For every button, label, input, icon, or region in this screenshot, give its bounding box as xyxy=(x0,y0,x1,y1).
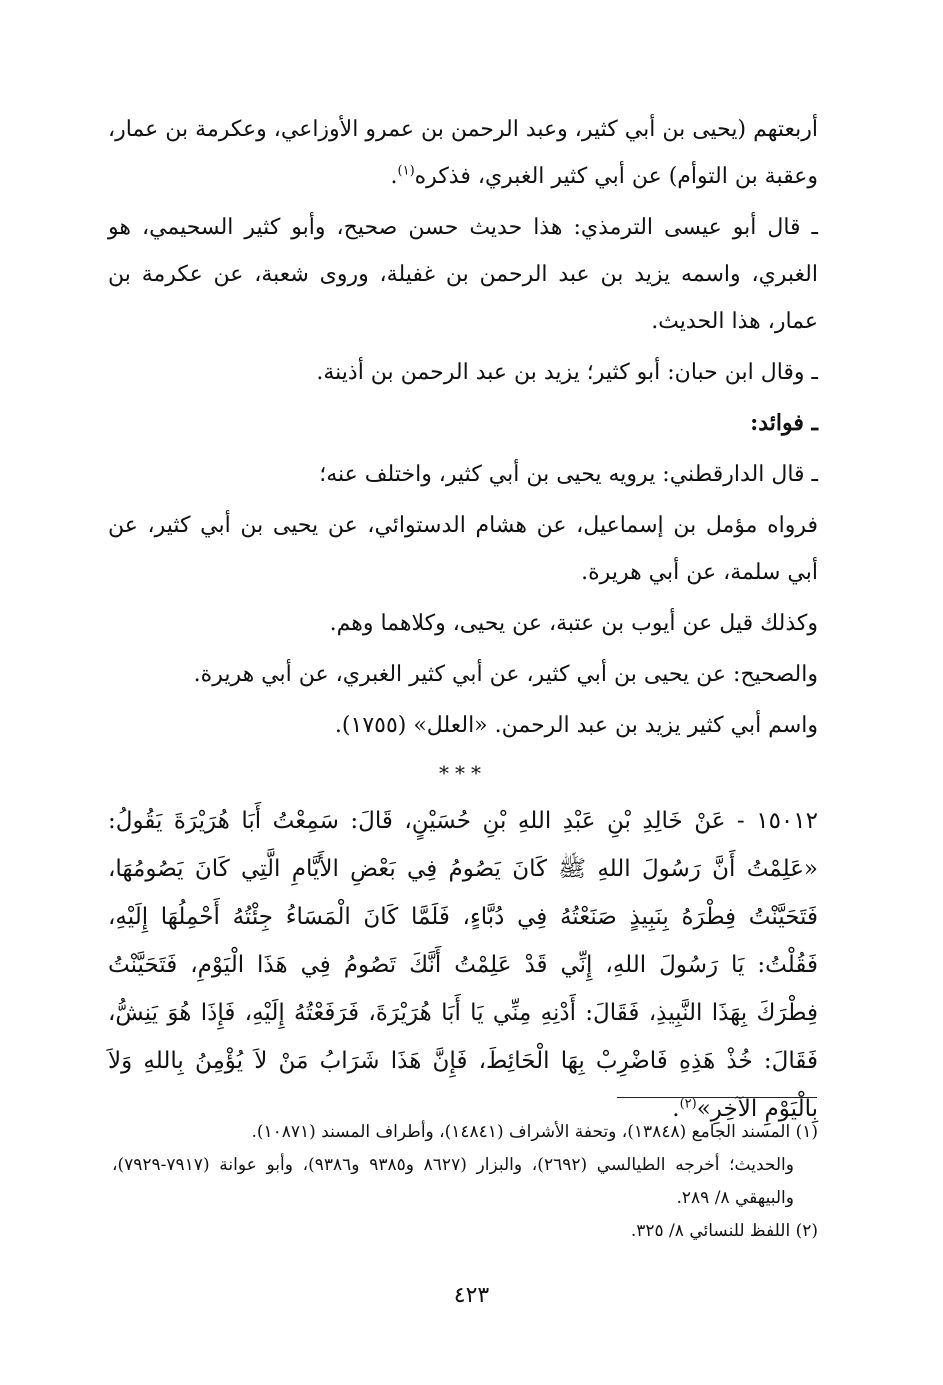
paragraph-ayyub: وكذلك قيل عن أيوب بن عتبة، عن يحيى، وكلاهما وهم. xyxy=(329,611,818,636)
footnote-1: (١) المسند الجامع (١٣٨٤٨)، وتحفة الأشراف (١٤٨٤١)، وأطراف المسند (١٠٨٧١). xyxy=(251,1122,818,1142)
footnote-1-continuation: والحديث؛ أخرجه الطيالسي (٢٦٩٢)، والبزار (٨٦٢٧ و٩٣٨٥ و٩٣٨٦)، وأبو عوانة (٧٩١٧-٧٩٢٩)، والبيهقي ٨/ ٢٨٩. xyxy=(112,1155,794,1208)
footnote-2: (٢) اللفظ للنسائي ٨/ ٣٢٥. xyxy=(630,1221,818,1241)
paragraph-daraqutni: ـ قال الدارقطني: يرويه يحيى بن أبي كثير، واختلف عنه؛ xyxy=(319,462,818,487)
paragraph-narrators: أربعتهم (يحيى بن أبي كثير، وعبد الرحمن بن عمرو الأوزاعي، وعكرمة بن عمار، وعقبة بن التوأم) عن أبي كثير الغبري، فذكره$^{(١)}$. xyxy=(108,117,818,189)
paragraph-correct-chain: والصحيح: عن يحيى بن أبي كثير، عن أبي كثير الغبري، عن أبي هريرة. xyxy=(193,662,818,687)
page-number: ٤٢٣ xyxy=(453,1283,490,1308)
paragraph-muammal: فرواه مؤمل بن إسماعيل، عن هشام الدستوائي، عن يحيى بن أبي كثير، عن أبي سلمة، عن أبي هريرة. xyxy=(108,513,818,585)
hadith-text: ١٥٠١٢ - عَنْ خَالِدِ بْنِ عَبْدِ اللهِ بْنِ حُسَيْنٍ، قَالَ: سَمِعْتُ أَبَا هُرَيْرَةَ يَقُولُ: «عَلِمْتُ أَنَّ رَسُولَ اللهِ ﷺ كَانَ يَصُومُ فِي بَعْضِ الأَيَّامِ الَّتِي كَانَ يَصُومُهَا، فَتَحَيَّنْتُ فِطْرَهُ بِنَبِيذٍ صَنَعْتُهُ فِي دُبَّاءٍ، فَلَمَّا كَانَ الْمَسَاءُ جِئْتُهُ أَحْمِلُهَا إِلَيْهِ، فَقُلْتُ: يَا رَسُولَ اللهِ، إِنِّي قَدْ عَلِمْتُ أَنَّكَ تَصُومُ فِي هَذَا الْيَوْمِ، فَتَحَيَّنْتُ فِطْرَكَ بِهَذَا النَّبِيذِ، فَقَالَ: أَدْنِهِ مِنِّي يَا أَبَا هُرَيْرَةَ، فَرَفَعْتُهُ إِلَيْهِ، فَإِذَا هُوَ يَنِشُّ، فَقَالَ: خُذْ هَذِهِ فَاضْرِبْ بِهَا الْحَائِطَ، فَإِنَّ هَذَا شَرَابُ مَنْ لاَ يُؤْمِنُ بِاللهِ وَلاَ بِالْيَوْمِ الآخِرِ»$^{(٢)}$. xyxy=(108,808,818,1122)
footnote-ref-2[interactable]: (٢) xyxy=(679,1096,697,1112)
section-heading-benefits: ـ فوائد: xyxy=(750,410,818,436)
section-separator: *** xyxy=(439,761,487,785)
footnote-ref-1[interactable]: (١) xyxy=(397,163,415,179)
footnotes xyxy=(112,1116,818,1248)
footnote-divider xyxy=(617,1097,817,1098)
paragraph-name-ilal: واسم أبي كثير يزيد بن عبد الرحمن. «العلل» (١٧٥٥). xyxy=(334,713,818,738)
paragraph-ibn-hibban: ـ وقال ابن حبان: أبو كثير؛ يزيد بن عبد الرحمن بن أذينة. xyxy=(316,360,818,385)
paragraph-tirmidhi: ـ قال أبو عيسى الترمذي: هذا حديث حسن صحيح، وأبو كثير السحيمي، هو الغبري، واسمه يزيد بن عبد الرحمن بن غفيلة، وروى شعبة، عن عكرمة بن عمار، هذا الحديث. xyxy=(108,215,818,334)
main-text xyxy=(108,106,818,1133)
